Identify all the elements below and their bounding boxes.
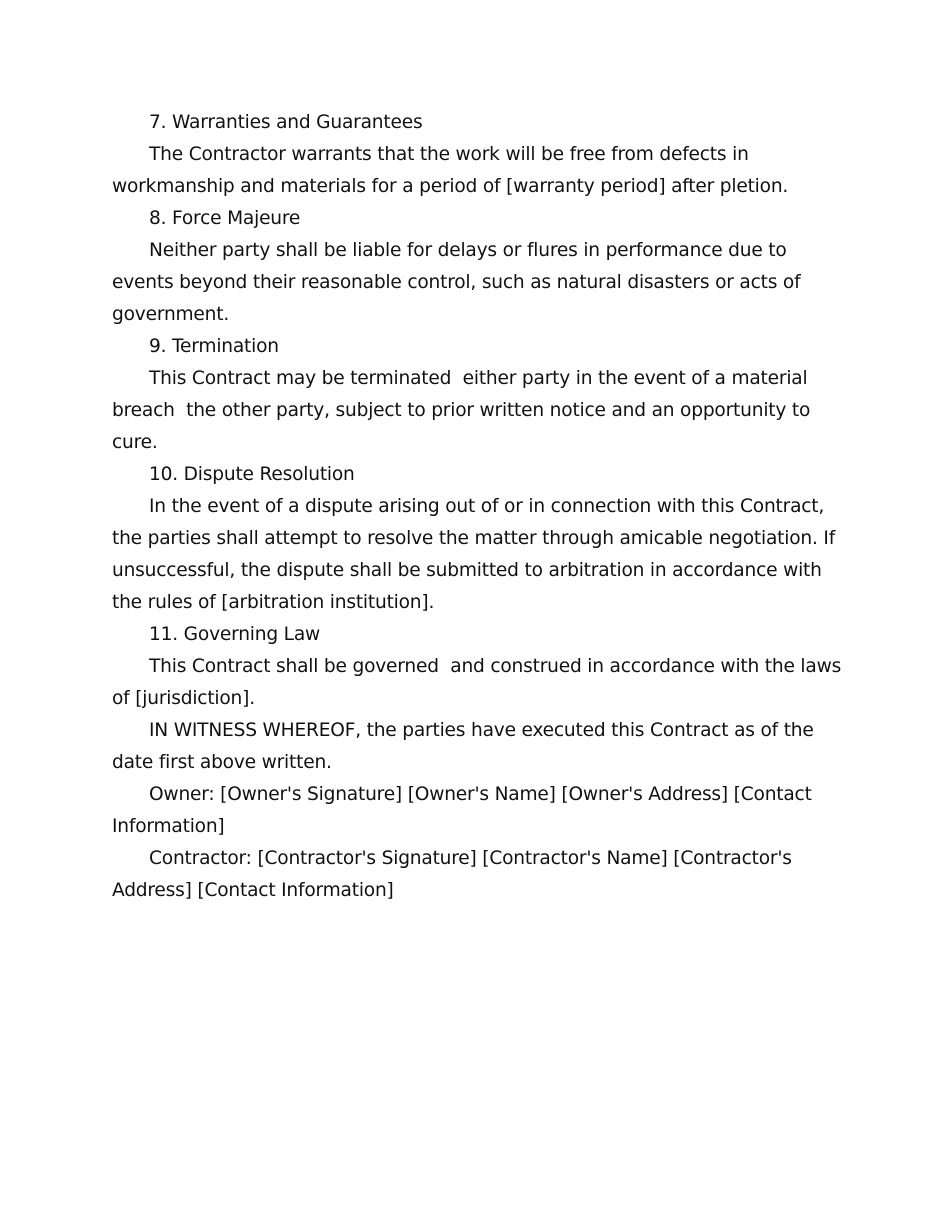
governing-law-paragraph: This Contract shall be governed and construed in accordance with the laws of [jurisdiction]. xyxy=(112,656,847,709)
warranties-paragraph: The Contractor warrants that the work will be free from defects in workmanship and materials for a period of [warranty period] after pletion. xyxy=(112,144,789,197)
section-heading-force-majeure: 8. Force Majeure xyxy=(149,208,301,229)
owner-signature-block: Owner: [Owner's Signature] [Owner's Name] [Owner's Address] [Contact Information] xyxy=(112,784,818,837)
dispute-resolution-paragraph: In the event of a dispute arising out of or in connection with this Contract, the parties shall attempt to resolve the matter through amicable negotiation. If unsuccessful, the dispute shall be submitted to arbitration in accordance with the rules of [arbitration institution]. xyxy=(112,496,841,613)
section-heading-dispute-resolution: 10. Dispute Resolution xyxy=(149,464,355,485)
contractor-signature-block: Contractor: [Contractor's Signature] [Contractor's Name] [Contractor's Address] [Contact Information] xyxy=(112,848,798,901)
force-majeure-paragraph: Neither party shall be liable for delays or flures in performance due to events beyond their reasonable control, such as natural disasters or acts of government. xyxy=(112,240,807,325)
document-page xyxy=(112,107,847,907)
termination-paragraph: This Contract may be terminated either party in the event of a material breach the other party, subject to prior written notice and an opportunity to cure. xyxy=(112,368,816,453)
section-heading-warranties: 7. Warranties and Guarantees xyxy=(149,112,423,133)
section-heading-governing-law: 11. Governing Law xyxy=(149,624,321,645)
section-heading-termination: 9. Termination xyxy=(149,336,279,357)
witness-paragraph: IN WITNESS WHEREOF, the parties have executed this Contract as of the date first above written. xyxy=(112,720,820,773)
